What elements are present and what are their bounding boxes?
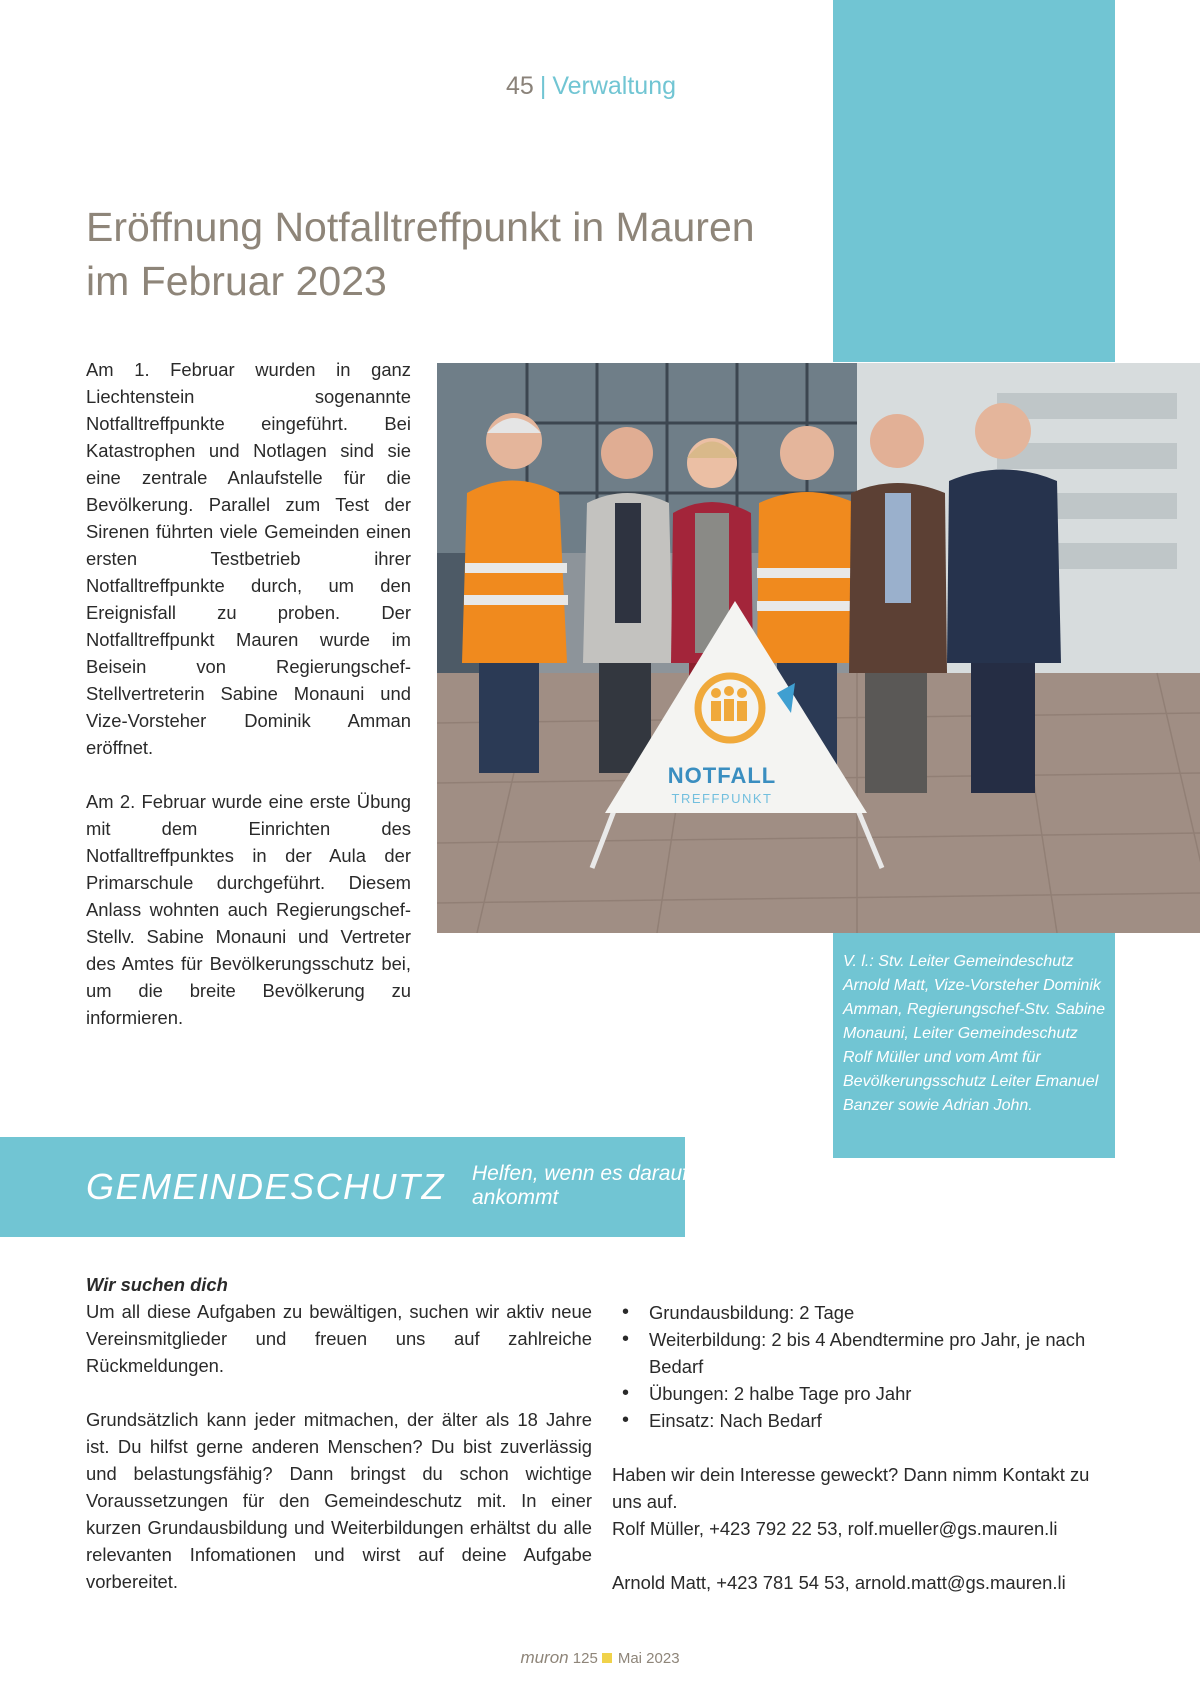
page-number: 45 — [506, 72, 534, 100]
recruit-heading: Wir suchen dich — [86, 1274, 228, 1295]
contact-rolf: Rolf Müller, +423 792 22 53, rolf.mueller@gs.mauren.li — [612, 1518, 1058, 1539]
intro-paragraph-2: Am 2. Februar wurde eine erste Übung mit dem Einrichten des Notfalltreffpunktes in der Aula der Primarschule durchgeführt. Diesem Anlass wohnten auch Regierungschef-Stellv. Sabine Monauni und Vertreter des Amtes für Bevölkerungsschutz bei, um die breite Bevölkerung zu informieren. — [86, 791, 411, 1028]
title-line-2: im Februar 2023 — [86, 258, 387, 305]
page-footer — [0, 1648, 1200, 1668]
issue-date: Mai 2023 — [617, 1650, 680, 1667]
list-item: • Weiterbildung: 2 bis 4 Abendtermine pro Jahr, je nach Bedarf — [612, 1326, 1115, 1380]
header-separator: | — [539, 72, 547, 100]
page-header — [506, 72, 676, 101]
article-title — [86, 200, 806, 308]
header-color-block — [833, 0, 1115, 362]
contact-arnold: Arnold Matt, +423 781 54 53, arnold.matt@gs.mauren.li — [612, 1572, 1066, 1593]
band-subtitle: Helfen, wenn es darauf ankommt — [472, 1162, 688, 1209]
recruit-paragraph-1: Um all diese Aufgaben zu bewältigen, suchen wir aktiv neue Vereinsmitglieder und freuen uns auf zahlreiche Rückmeldungen. — [86, 1301, 592, 1376]
intro-text — [86, 356, 411, 1031]
issue-number: 125 — [572, 1650, 598, 1667]
list-item: • Übungen: 2 halbe Tage pro Jahr — [612, 1380, 1115, 1407]
group-photo — [437, 363, 1200, 933]
section-name: Verwaltung — [552, 72, 677, 100]
recruit-left-column — [86, 1271, 592, 1595]
recruit-paragraph-2: Grundsätzlich kann jeder mitmachen, der älter als 18 Jahre ist. Du hilfst gerne anderen Menschen? Du bist zuverlässig und belastungsfähig? Dann bringst du schon wichtige Voraussetzungen für den Gemeindeschutz mit. In einer kurzen Grundausbildung und Weiterbildungen erhältst du alle relevanten Infomationen und wirst auf deine Aufgabe vorbereitet. — [86, 1409, 592, 1592]
title-line-1: Eröffnung Notfalltreffpunkt in Mauren — [86, 204, 755, 250]
photo-caption: V. l.: Stv. Leiter Gemeindeschutz Arnold Matt, Vize-Vorsteher Dominik Amman, Regierungschef-Stv. Sabine Monauni, Leiter Gemeindeschutz Rolf Müller und vom Amt für Bevölkerungsschutz Leiter Emanuel Banzer sowie Adrian John. — [843, 953, 1106, 1114]
list-item: • Grundausbildung: 2 Tage — [612, 1299, 1115, 1326]
magazine-name: muron — [520, 1648, 569, 1667]
contact-intro: Haben wir dein Interesse geweckt? Dann nimm Kontakt zu uns auf. — [612, 1464, 1090, 1512]
sign-title: NOTFALL — [667, 763, 777, 788]
intro-paragraph-1: Am 1. Februar wurden in ganz Liechtenstein sogenannte Notfalltreffpunkte eingeführt. Bei Katastrophen und Notlagen sind sie eine zentrale Anlaufstelle für die Bevölkerung. Parallel zum Test der Sirenen führten viele Gemeinden einen ersten Testbetrieb ihrer Notfalltreffpunkte durch, um den Ereignisfall zu proben. Der Notfalltreffpunkt Mauren wurde im Beisein von Regierungschef-Stellvertreterin Sabine Monauni und Vize-Vorsteher Dominik Amman eröffnet. — [86, 359, 411, 758]
band-title: GEMEINDESCHUTZ — [86, 1166, 446, 1207]
footer-square-icon — [602, 1653, 612, 1663]
list-item: • Einsatz: Nach Bedarf — [612, 1407, 1115, 1434]
recruit-right-column — [612, 1299, 1115, 1596]
training-list — [612, 1299, 1115, 1434]
sign-subtitle: TREFFPUNKT — [671, 791, 773, 806]
